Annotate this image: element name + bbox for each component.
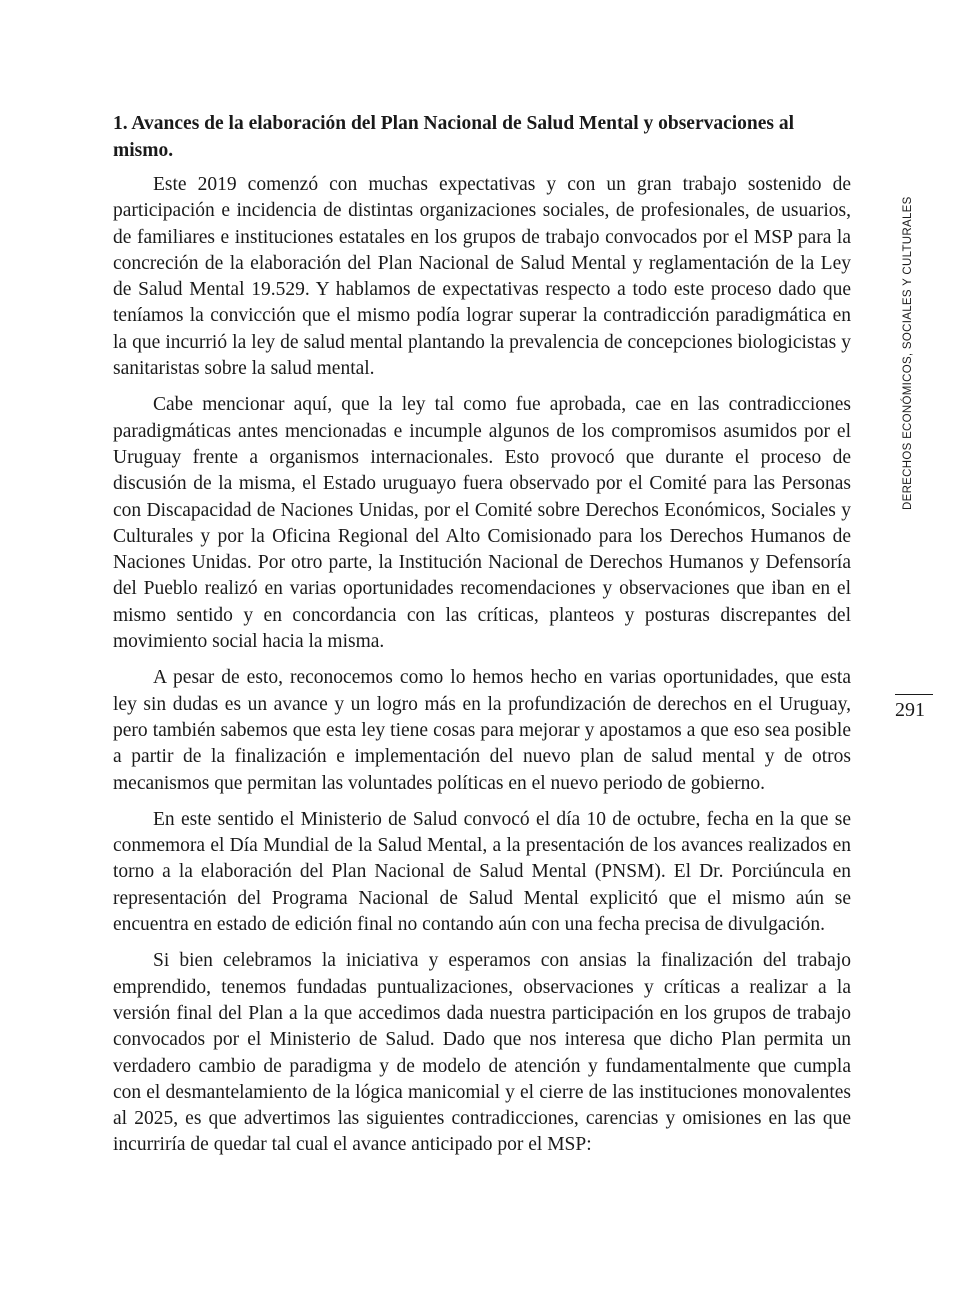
page-number-rule [895,694,933,695]
running-head: DERECHOS ECONÓMICOS, SOCIALES Y CULTURALES [902,196,914,510]
body-paragraph-1: Este 2019 comenzó con muchas expectativas y con un gran trabajo sostenido de participación e incidencia de distintas organizaciones sociales, de profesionales, de usuarios, de familiares e instituciones estatales en los grupos de trabajo convocados por el MSP para la concreción de la elaboración del Plan Nacional de Salud Mental y reglamentación de la Ley de Salud Mental 19.529. Y hablamos de expectativas respecto a todo este proceso dado que teníamos la convicción que el mismo podía lograr superar la contradicción paradigmática en la que incurrió la ley de salud mental plantando la prevalencia de concepciones biologicistas y sanitaristas sobre la salud mental. [113,174,851,380]
body-paragraph-3: A pesar de esto, reconocemos como lo hemos hecho en varias oportunidades, que esta ley sin dudas es un avance y un logro más en la profundización de derechos en el Uruguay, pero también sabemos que esta ley tiene cosas para mejorar y apostamos a que eso sea posible a partir de la finalización e implementación del nuevo plan de salud mental y de otros mecanismos que permitan las voluntades políticas en el nuevo periodo de gobierno. [113,667,851,794]
section-heading: 1. Avances de la elaboración del Plan Nacional de Salud Mental y observaciones al mismo. [113,113,795,161]
main-content [113,110,851,1169]
page-number: 291 [895,699,925,721]
body-paragraph-4: En este sentido el Ministerio de Salud convocó el día 10 de octubre, fecha en la que se conmemora el Día Mundial de la Salud Mental, a la presentación de los avances realizados en torno a la elaboración del Plan Nacional de Salud Mental (PNSM). El Dr. Porciúncula en representación del Programa Nacional de Salud Mental explicitó que el mismo aún se encuentra en estado de edición final no contando aún con una fecha precisa de divulgación. [113,808,851,936]
body-paragraph-5: Si bien celebramos la iniciativa y esperamos con ansias la finalización del trabajo emprendido, tenemos fundadas puntualizaciones, observaciones y críticas a realizar a la versión final del Plan a la que accedimos dada nuestra participación en los grupos de trabajo convocados por el Ministerio de Salud. Dado que nos interesa que dicho Plan permita un verdadero cambio de paradigma y de modelo de atención y fundamentalmente que cumpla con el desmantelamiento de la lógica manicomial y el cierre de las instituciones monovalentes al 2025, es que advertimos las siguientes contradicciones, carencias y omisiones en las que incurriría de quedar tal cual el avance anticipado por el MSP: [113,950,851,1156]
body-paragraph-2: Cabe mencionar aquí, que la ley tal como fue aprobada, cae en las contradicciones paradigmáticas antes mencionadas e incumple algunos de los compromisos asumidos por el Uruguay frente a organismos internacionales. Esto provocó que durante el proceso de discusión de la misma, el Estado uruguayo fuera observado por el Comité para las Personas con Discapacidad de Naciones Unidas, por el Comité sobre Derechos Económicos, Sociales y Culturales y por la Oficina Regional del Alto Comisionado para los Derechos Humanos de Naciones Unidas. Por otro parte, la Institución Nacional de Derechos Humanos y Defensoría del Pueblo realizó en varias oportunidades recomendaciones y observaciones que iban en el mismo sentido y en concordancia con las críticas, planteos y posturas discrepantes del movimiento social hacia la misma. [113,394,851,653]
